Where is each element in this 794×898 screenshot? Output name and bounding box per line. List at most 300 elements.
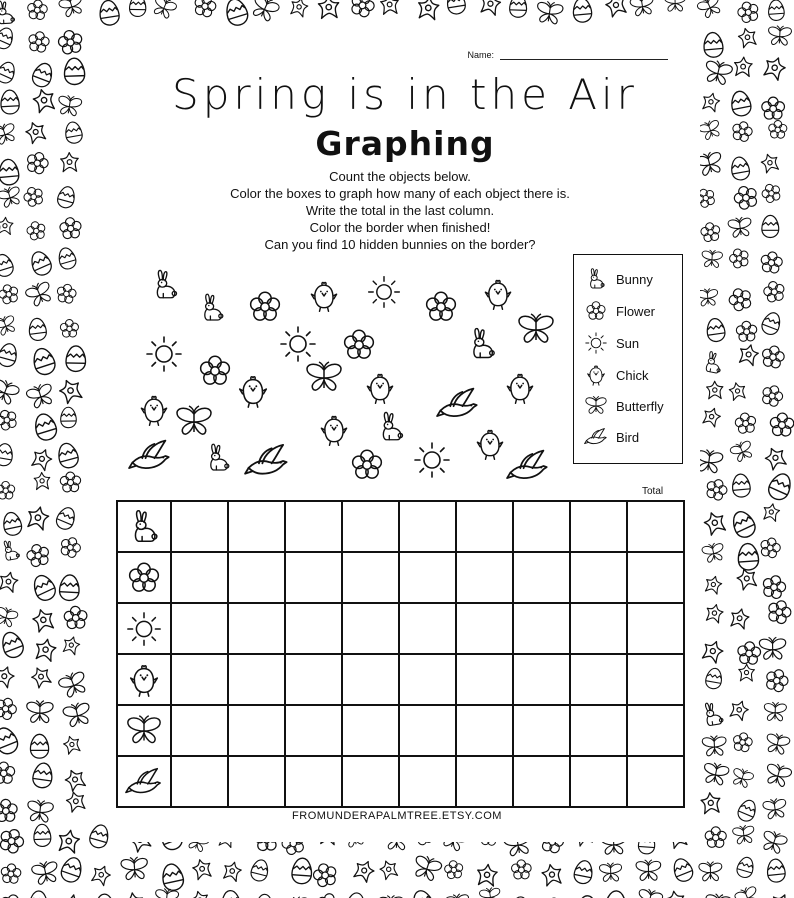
graph-cell[interactable] xyxy=(456,756,513,807)
graph-cell[interactable] xyxy=(342,552,399,603)
graph-grid xyxy=(116,500,685,808)
flower-icon xyxy=(731,183,760,212)
instruction-line: Count the objects below. xyxy=(329,169,471,184)
star-icon xyxy=(737,343,759,366)
graph-cell[interactable] xyxy=(399,603,456,654)
total-cell[interactable] xyxy=(627,552,684,603)
graph-row xyxy=(117,552,684,603)
star-icon xyxy=(24,120,48,145)
bunny-icon xyxy=(584,267,608,291)
star-icon xyxy=(701,406,722,428)
star-icon xyxy=(665,890,686,898)
graph-cell[interactable] xyxy=(228,603,285,654)
graph-row xyxy=(117,501,684,552)
graph-cell[interactable] xyxy=(513,501,570,552)
butterfly-icon xyxy=(701,249,723,267)
butterfly-icon xyxy=(702,735,727,756)
graph-cell[interactable] xyxy=(513,654,570,705)
butterfly-icon xyxy=(0,314,18,337)
graph-cell[interactable] xyxy=(570,756,627,807)
egg-icon xyxy=(29,891,47,898)
egg-icon xyxy=(766,858,786,883)
flower-icon xyxy=(24,150,50,176)
butterfly-icon xyxy=(636,887,664,898)
butterfly-icon xyxy=(445,893,470,898)
butterfly-icon xyxy=(698,118,723,141)
star-icon xyxy=(702,510,728,536)
butterfly-icon xyxy=(703,59,734,86)
egg-icon xyxy=(762,215,779,237)
total-cell[interactable] xyxy=(627,654,684,705)
legend-label: Flower xyxy=(616,303,656,319)
egg-icon xyxy=(160,862,185,892)
graph-cell[interactable] xyxy=(570,552,627,603)
flower-icon xyxy=(762,97,785,119)
bunny-icon xyxy=(383,412,402,439)
egg-icon xyxy=(0,629,26,660)
flower-icon xyxy=(25,220,47,241)
sun-icon xyxy=(147,337,181,371)
egg-icon xyxy=(730,156,751,182)
flower-icon xyxy=(732,731,754,753)
graph-cell[interactable] xyxy=(171,654,228,705)
graph-cell[interactable] xyxy=(399,552,456,603)
bird-icon xyxy=(245,445,286,474)
legend-item-flower xyxy=(584,299,655,323)
graph-cell[interactable] xyxy=(570,501,627,552)
bird-icon xyxy=(437,389,477,417)
star-icon xyxy=(762,502,781,521)
flower-icon xyxy=(58,535,83,560)
chick-icon xyxy=(311,282,336,311)
total-cell[interactable] xyxy=(627,603,684,654)
flower-icon xyxy=(345,330,374,358)
flower-icon xyxy=(759,250,783,274)
legend-item-bird xyxy=(584,425,639,449)
legend-item-chick xyxy=(584,363,649,387)
star-icon xyxy=(700,638,725,664)
chick-icon xyxy=(485,280,510,309)
star-icon xyxy=(30,446,54,471)
flower-icon xyxy=(427,292,456,320)
star-icon xyxy=(63,767,88,792)
egg-icon xyxy=(28,317,47,341)
graph-cell[interactable] xyxy=(342,756,399,807)
star-icon xyxy=(479,0,502,16)
graph-cell[interactable] xyxy=(171,552,228,603)
flower-icon xyxy=(27,30,51,53)
graph-cell[interactable] xyxy=(285,501,342,552)
butterfly-icon xyxy=(0,605,19,628)
egg-icon xyxy=(291,857,312,884)
legend-label: Bunny xyxy=(616,271,653,287)
flower-icon xyxy=(57,28,84,55)
graph-cell[interactable] xyxy=(228,552,285,603)
star-icon xyxy=(705,603,725,624)
egg-icon xyxy=(0,342,19,369)
flower-icon xyxy=(125,559,163,597)
egg-icon xyxy=(768,0,785,21)
legend xyxy=(573,254,683,464)
graph-row-label xyxy=(117,756,171,807)
egg-icon xyxy=(30,572,58,603)
egg-icon xyxy=(95,893,116,898)
star-icon xyxy=(541,863,563,887)
star-icon xyxy=(289,0,309,17)
egg-icon xyxy=(32,411,59,442)
star-icon xyxy=(707,381,724,399)
butterfly-icon xyxy=(696,0,724,20)
bunny-icon xyxy=(0,0,15,23)
egg-icon xyxy=(410,888,436,898)
egg-icon xyxy=(30,346,57,377)
egg-icon xyxy=(255,894,273,898)
flower-icon xyxy=(760,181,783,204)
egg-icon xyxy=(573,859,595,885)
total-cell[interactable] xyxy=(627,501,684,552)
butterfly-icon xyxy=(584,394,608,418)
egg-icon xyxy=(670,856,695,884)
chick-icon xyxy=(584,363,608,387)
flower-icon xyxy=(763,666,791,693)
flower-icon xyxy=(316,892,341,898)
graph-cell[interactable] xyxy=(399,654,456,705)
star-icon xyxy=(190,889,211,898)
flower-icon xyxy=(765,598,793,626)
egg-icon xyxy=(249,858,270,883)
star-icon xyxy=(352,858,377,883)
bird-icon xyxy=(125,763,163,801)
butterfly-icon xyxy=(26,700,53,722)
butterfly-icon xyxy=(728,216,753,238)
egg-icon xyxy=(735,855,756,879)
legend-label: Bird xyxy=(616,429,640,445)
star-icon xyxy=(60,152,78,172)
footer-url: FROMUNDERAPALMTREE.ETSY.COM xyxy=(292,810,502,822)
sun-icon xyxy=(125,610,163,648)
butterfly-icon xyxy=(31,860,60,886)
butterfly-icon xyxy=(760,829,789,855)
worksheet xyxy=(110,30,700,842)
legend-item-sun xyxy=(584,331,639,355)
graph-cell[interactable] xyxy=(456,501,513,552)
legend-item-bunny xyxy=(584,267,653,291)
butterfly-icon xyxy=(699,862,722,881)
objects-to-count xyxy=(126,262,566,502)
instructions xyxy=(170,168,630,253)
star-icon xyxy=(417,0,440,20)
star-icon xyxy=(378,858,399,880)
butterfly-icon xyxy=(701,542,725,564)
chick-icon xyxy=(125,661,163,699)
graph-cell[interactable] xyxy=(456,552,513,603)
bunny-icon xyxy=(706,351,724,373)
flower-icon xyxy=(726,285,754,313)
name-line-rule[interactable] xyxy=(500,50,668,60)
egg-icon xyxy=(64,121,84,145)
flower-icon xyxy=(736,0,761,24)
flower-icon xyxy=(734,412,757,434)
flower-icon xyxy=(758,536,782,559)
butterfly-icon xyxy=(411,853,443,882)
legend-item-butterfly xyxy=(584,394,664,418)
flower-icon xyxy=(704,476,730,502)
graph-cell[interactable] xyxy=(513,756,570,807)
star-icon xyxy=(728,698,750,721)
graph-cell[interactable] xyxy=(285,705,342,756)
flower-icon xyxy=(760,573,788,600)
graph-cell[interactable] xyxy=(171,501,228,552)
flower-icon xyxy=(705,827,726,848)
legend-label: Chick xyxy=(616,367,649,383)
egg-icon xyxy=(98,0,120,26)
butterfly-icon xyxy=(599,863,622,882)
graph-cell[interactable] xyxy=(171,756,228,807)
egg-icon xyxy=(760,310,784,337)
flower-icon xyxy=(0,892,26,898)
instruction-line: Can you find 10 hidden bunnies on the border? xyxy=(264,237,536,252)
bunny-icon xyxy=(3,539,20,560)
graph-row-label xyxy=(117,603,171,654)
graph-row-label xyxy=(117,501,171,552)
star-icon xyxy=(90,863,113,886)
egg-icon xyxy=(766,470,794,502)
egg-icon xyxy=(59,855,85,884)
instruction-line: Color the border when finished! xyxy=(309,220,491,235)
graph-cell[interactable] xyxy=(285,552,342,603)
star-icon xyxy=(62,734,82,755)
egg-icon xyxy=(129,0,146,17)
star-icon xyxy=(29,664,53,689)
egg-icon xyxy=(88,823,111,850)
flower-icon xyxy=(511,860,531,879)
graph-row-label xyxy=(117,654,171,705)
chick-icon xyxy=(321,416,346,445)
graph-cell[interactable] xyxy=(342,603,399,654)
graph-row xyxy=(117,603,684,654)
total-cell[interactable] xyxy=(627,756,684,807)
graph-cell[interactable] xyxy=(513,603,570,654)
flower-icon xyxy=(736,321,757,342)
star-icon xyxy=(728,381,747,401)
flower-icon xyxy=(60,472,81,492)
star-icon xyxy=(739,664,755,681)
flower-icon xyxy=(0,825,27,855)
graph-cell[interactable] xyxy=(513,705,570,756)
butterfly-icon xyxy=(664,0,686,11)
butterfly-icon xyxy=(177,406,211,434)
butterfly-icon xyxy=(768,25,792,45)
butterfly-icon xyxy=(62,701,93,728)
page-subtitle: Graphing xyxy=(315,124,495,163)
egg-icon xyxy=(56,185,77,210)
star-icon xyxy=(26,505,51,531)
sun-icon xyxy=(281,327,315,361)
bunny-icon xyxy=(205,294,223,320)
bunny-icon xyxy=(211,444,229,470)
graph-cell[interactable] xyxy=(456,654,513,705)
egg-icon xyxy=(33,824,51,847)
star-icon xyxy=(734,57,753,77)
flower-icon xyxy=(64,606,88,629)
bunny-icon xyxy=(704,701,723,726)
graph-row-label xyxy=(117,552,171,603)
butterfly-icon xyxy=(249,0,281,23)
bunny-icon xyxy=(157,270,176,297)
star-icon xyxy=(34,472,50,490)
egg-icon xyxy=(30,61,56,90)
graph-cell[interactable] xyxy=(570,705,627,756)
egg-icon xyxy=(509,0,527,18)
butterfly-icon xyxy=(764,732,790,755)
page-title: Spring is in the Air xyxy=(172,70,638,119)
chick-icon xyxy=(141,396,166,425)
egg-icon xyxy=(446,0,467,15)
butterfly-icon xyxy=(629,0,655,17)
sun-icon xyxy=(369,277,400,308)
graph-cell[interactable] xyxy=(342,501,399,552)
star-icon xyxy=(737,26,758,48)
flower-icon xyxy=(0,481,15,499)
graph-cell[interactable] xyxy=(228,501,285,552)
graph-cell[interactable] xyxy=(228,654,285,705)
butterfly-icon xyxy=(0,377,21,406)
egg-icon xyxy=(729,90,752,118)
butterfly-icon xyxy=(732,824,755,844)
flower-icon xyxy=(251,292,280,320)
name-field[interactable] xyxy=(467,50,668,60)
butterfly-icon xyxy=(307,362,341,390)
butterfly-icon xyxy=(125,712,163,750)
star-icon xyxy=(191,857,213,880)
graph-row xyxy=(117,654,684,705)
chick-icon xyxy=(477,430,502,459)
star-icon xyxy=(31,607,56,633)
graph-row-label xyxy=(117,705,171,756)
egg-icon xyxy=(345,892,366,898)
graph-cell[interactable] xyxy=(285,603,342,654)
butterfly-icon xyxy=(764,702,787,721)
graph-cell[interactable] xyxy=(570,603,627,654)
graph-cell[interactable] xyxy=(171,705,228,756)
egg-icon xyxy=(56,441,81,470)
graph-cell[interactable] xyxy=(399,501,456,552)
flower-icon xyxy=(737,641,761,665)
butterfly-icon xyxy=(729,439,755,464)
graph-cell[interactable] xyxy=(228,705,285,756)
egg-icon xyxy=(54,505,78,532)
butterfly-icon xyxy=(697,288,719,306)
star-icon xyxy=(768,891,793,898)
star-icon xyxy=(476,863,498,886)
butterfly-icon xyxy=(121,856,149,880)
butterfly-icon xyxy=(24,280,55,308)
flower-icon xyxy=(0,762,15,783)
graph-cell[interactable] xyxy=(513,552,570,603)
egg-icon xyxy=(1,511,23,537)
total-cell[interactable] xyxy=(627,705,684,756)
legend-label: Sun xyxy=(616,335,640,351)
flower-icon xyxy=(192,0,218,18)
egg-icon xyxy=(30,734,48,758)
star-icon xyxy=(0,664,16,689)
butterfly-icon xyxy=(57,669,89,699)
graph-cell[interactable] xyxy=(285,756,342,807)
star-icon xyxy=(701,91,721,112)
flower-icon xyxy=(0,695,19,722)
butterfly-icon xyxy=(730,766,755,788)
star-icon xyxy=(380,0,399,14)
chick-icon xyxy=(367,374,392,403)
graph-row xyxy=(117,705,684,756)
egg-icon xyxy=(704,667,723,690)
egg-icon xyxy=(56,246,77,271)
star-icon xyxy=(762,54,788,81)
flower-icon xyxy=(730,119,754,142)
star-icon xyxy=(604,0,628,18)
flower-icon xyxy=(348,0,377,19)
flower-icon xyxy=(60,319,78,337)
flower-icon xyxy=(0,282,20,305)
star-icon xyxy=(222,860,243,882)
graph-cell[interactable] xyxy=(456,705,513,756)
star-icon xyxy=(318,0,339,19)
egg-icon xyxy=(28,249,54,278)
graph-cell[interactable] xyxy=(456,603,513,654)
butterfly-icon xyxy=(0,121,18,145)
instruction-line: Write the total in the last column. xyxy=(305,203,495,218)
graph-cell[interactable] xyxy=(342,654,399,705)
flower-icon xyxy=(700,221,722,242)
flower-icon xyxy=(768,120,787,138)
graph-cell[interactable] xyxy=(570,654,627,705)
egg-icon xyxy=(59,574,80,600)
butterfly-icon xyxy=(57,94,83,116)
butterfly-icon xyxy=(733,884,760,898)
flower-icon xyxy=(27,0,49,20)
butterfly-icon xyxy=(636,860,661,881)
egg-icon xyxy=(729,508,758,540)
star-icon xyxy=(763,445,788,471)
graph-cell[interactable] xyxy=(399,705,456,756)
graph-cell[interactable] xyxy=(285,654,342,705)
graph-cell[interactable] xyxy=(399,756,456,807)
butterfly-icon xyxy=(764,762,793,788)
egg-icon xyxy=(605,890,627,898)
egg-icon xyxy=(223,0,250,28)
star-icon xyxy=(760,152,781,173)
bird-icon xyxy=(129,441,169,469)
butterfly-icon xyxy=(25,382,56,410)
egg-icon xyxy=(703,32,724,58)
flower-icon xyxy=(353,450,382,478)
egg-icon xyxy=(60,407,76,428)
flower-icon xyxy=(444,860,464,880)
egg-icon xyxy=(221,890,241,898)
graph-cell[interactable] xyxy=(171,603,228,654)
flower-icon xyxy=(759,383,785,409)
flower-icon xyxy=(0,407,19,432)
butterfly-icon xyxy=(151,0,178,20)
instruction-line: Color the boxes to graph how many of each object there is. xyxy=(230,186,570,201)
egg-icon xyxy=(731,473,750,497)
graph-cell[interactable] xyxy=(228,756,285,807)
total-column-label: Total xyxy=(642,486,664,497)
graph-cell[interactable] xyxy=(342,705,399,756)
star-icon xyxy=(34,637,57,661)
butterfly-icon xyxy=(535,0,563,24)
flower-icon xyxy=(727,246,751,269)
